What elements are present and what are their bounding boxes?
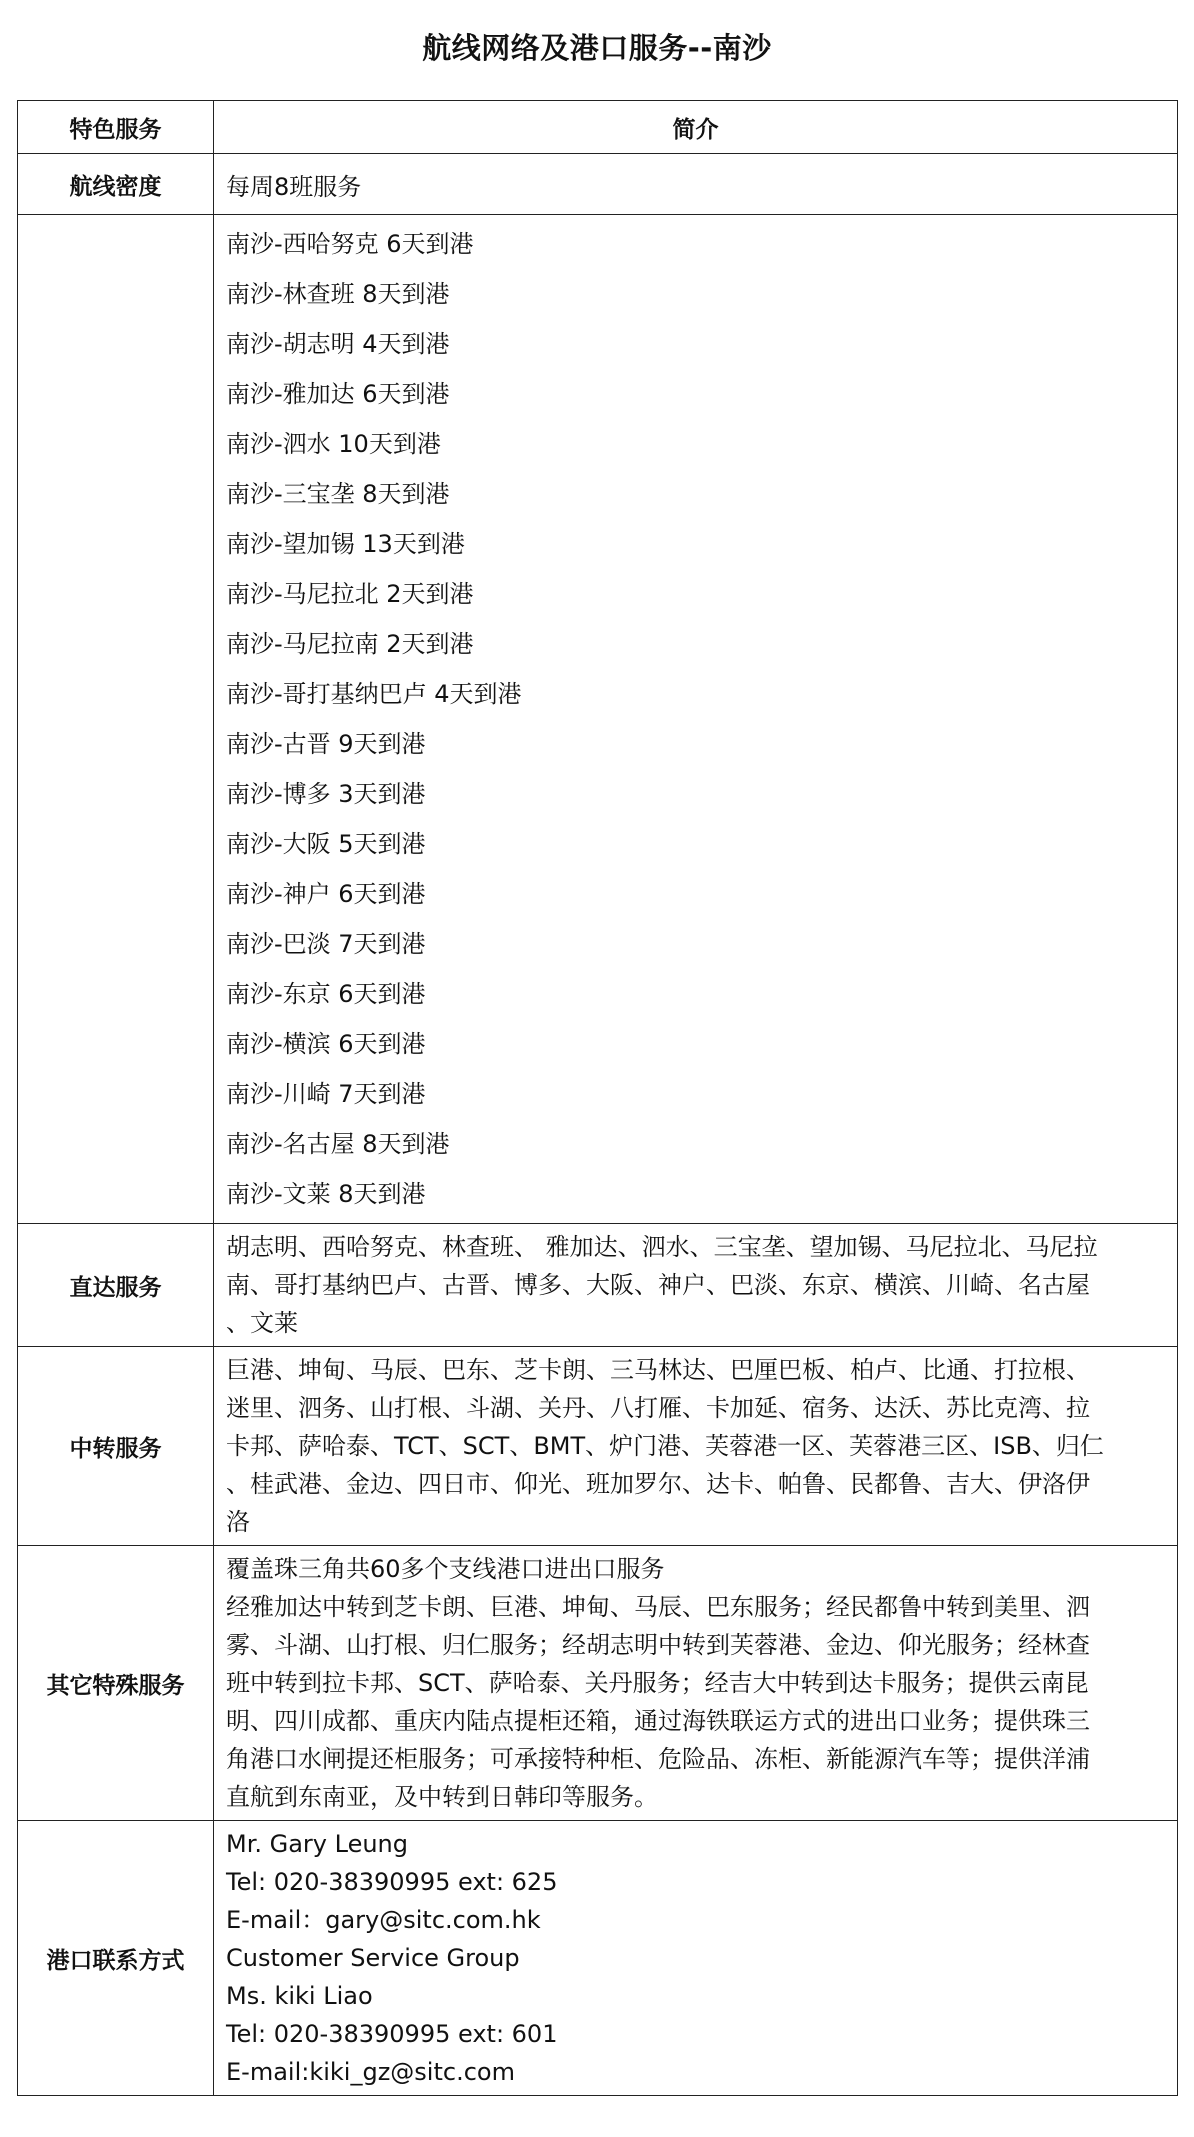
transfer-line: 、桂武港、金边、四日市、仰光、班加罗尔、达卡、帕鲁、民都鲁、吉大、伊洛伊 — [226, 1470, 1090, 1498]
route-item: 南沙-胡志明 4天到港 — [226, 330, 450, 358]
route-item: 南沙-文莱 8天到港 — [226, 1180, 426, 1208]
special-line: 班中转到拉卡邦、SCT、萨哈泰、关丹服务；经吉大中转到达卡服务；提供云南昆 — [226, 1669, 1089, 1697]
direct-label: 直达服务 — [18, 1224, 214, 1347]
transfer-line: 卡邦、萨哈泰、TCT、SCT、BMT、炉门港、芙蓉港一区、芙蓉港三区、ISB、归仁 — [226, 1432, 1104, 1460]
route-item: 南沙-望加锡 13天到港 — [226, 530, 465, 558]
route-item: 南沙-哥打基纳巴卢 4天到港 — [226, 680, 522, 708]
contact-name: Mr. Gary Leung — [226, 1830, 409, 1858]
contact-name: Ms. kiki Liao — [226, 1982, 373, 2010]
header-intro: 简介 — [214, 101, 1178, 154]
routes-cell — [214, 215, 1178, 1224]
route-item: 南沙-川崎 7天到港 — [226, 1080, 426, 1108]
contact-label: 港口联系方式 — [18, 1821, 214, 2096]
direct-cell — [214, 1224, 1178, 1347]
service-table — [17, 100, 1178, 2096]
route-item: 南沙-西哈努克 6天到港 — [226, 230, 474, 258]
transfer-cell — [214, 1347, 1178, 1546]
route-item: 南沙-横滨 6天到港 — [226, 1030, 426, 1058]
route-item: 南沙-大阪 5天到港 — [226, 830, 426, 858]
contact-phone: Tel: 020-38390995 ext: 601 — [226, 2020, 558, 2048]
special-line: 雾、斗湖、山打根、归仁服务；经胡志明中转到芙蓉港、金边、仰光服务；经林查 — [226, 1631, 1090, 1659]
routes-label-empty — [18, 215, 214, 1224]
row-direct — [18, 1224, 1178, 1347]
route-item: 南沙-古晋 9天到港 — [226, 730, 426, 758]
row-contact — [18, 1821, 1178, 2096]
density-label: 航线密度 — [18, 154, 214, 215]
route-item: 南沙-三宝垄 8天到港 — [226, 480, 450, 508]
special-line: 明、四川成都、重庆内陆点提柜还箱，通过海铁联运方式的进出口业务；提供珠三 — [226, 1707, 1090, 1735]
contact-email-link[interactable]: E-mail：gary@sitc.com.hk — [226, 1906, 541, 1934]
special-line: 角港口水闸提还柜服务；可承接特种柜、危险品、冻柜、新能源汽车等；提供洋浦 — [226, 1745, 1090, 1773]
route-item: 南沙-马尼拉北 2天到港 — [226, 580, 474, 608]
direct-line: 胡志明、西哈努克、林查班、 雅加达、泗水、三宝垄、望加锡、马尼拉北、马尼拉 — [226, 1233, 1098, 1261]
page-title: 航线网络及港口服务--南沙 — [422, 31, 772, 65]
transfer-line: 巨港、坤甸、马辰、巴东、芝卡朗、三马林达、巴厘巴板、柏卢、比通、打拉根、 — [226, 1356, 1090, 1384]
special-label: 其它特殊服务 — [18, 1546, 214, 1821]
transfer-label: 中转服务 — [18, 1347, 214, 1546]
special-line: 直航到东南亚，及中转到日韩印等服务。 — [226, 1783, 658, 1811]
route-item: 南沙-马尼拉南 2天到港 — [226, 630, 474, 658]
direct-line: 、文莱 — [226, 1309, 298, 1337]
special-cell — [214, 1546, 1178, 1821]
route-item: 南沙-雅加达 6天到港 — [226, 380, 450, 408]
route-item: 南沙-东京 6天到港 — [226, 980, 426, 1008]
route-item: 南沙-林查班 8天到港 — [226, 280, 450, 308]
route-item: 南沙-名古屋 8天到港 — [226, 1130, 450, 1158]
special-line: 经雅加达中转到芝卡朗、巨港、坤甸、马辰、巴东服务；经民都鲁中转到美里、泗 — [226, 1593, 1090, 1621]
route-item: 南沙-巴淡 7天到港 — [226, 930, 426, 958]
route-item: 南沙-博多 3天到港 — [226, 780, 426, 808]
transfer-line: 洛 — [226, 1508, 250, 1536]
row-transfer — [18, 1347, 1178, 1546]
header-feature: 特色服务 — [18, 101, 214, 154]
transfer-line: 迷里、泗务、山打根、斗湖、关丹、八打雁、卡加延、宿务、达沃、苏比克湾、拉 — [226, 1394, 1090, 1422]
contact-group: Customer Service Group — [226, 1944, 520, 1972]
contact-cell — [214, 1821, 1178, 2096]
density-value: 每周8班服务 — [214, 154, 1178, 215]
route-item: 南沙-神户 6天到港 — [226, 880, 426, 908]
route-item: 南沙-泗水 10天到港 — [226, 430, 441, 458]
contact-email-link[interactable]: E-mail:kiki_gz@sitc.com — [226, 2058, 515, 2086]
table-header-row — [18, 101, 1178, 154]
contact-phone: Tel: 020-38390995 ext: 625 — [226, 1868, 558, 1896]
direct-line: 南、哥打基纳巴卢、古晋、博多、大阪、神户、巴淡、东京、横滨、川崎、名古屋 — [226, 1271, 1090, 1299]
row-density — [18, 154, 1178, 215]
row-routes — [18, 215, 1178, 1224]
row-special — [18, 1546, 1178, 1821]
special-line: 覆盖珠三角共60多个支线港口进出口服务 — [226, 1555, 665, 1583]
